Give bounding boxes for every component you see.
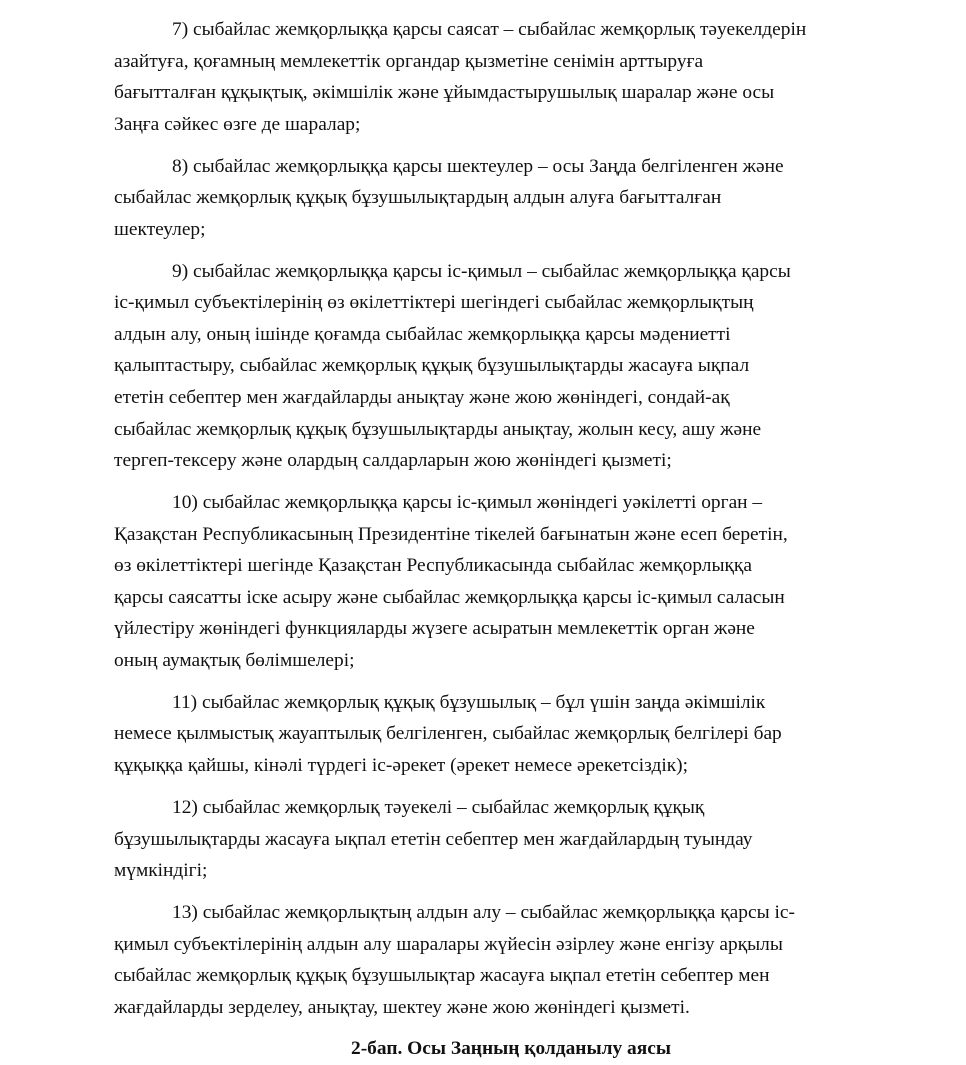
- text-line: іс-қимыл субъектілерінің өз өкілеттіктері шегіндегі сыбайлас жемқорлықтың: [114, 292, 754, 314]
- text-line: жағдайларды зерделеу, анықтау, шектеу және жою жөніндегі қызметі.: [114, 996, 690, 1018]
- text-line: өз өкілеттіктері шегінде Қазақстан Республикасында сыбайлас жемқорлыққа: [114, 555, 752, 577]
- text-line: сыбайлас жемқорлық құқық бұзушылықтар жасауға ықпал ететін себептер мен: [114, 965, 770, 987]
- definition-item-11: [114, 687, 878, 782]
- document-page: [114, 14, 878, 1065]
- text-line: немесе қылмыстық жауаптылық белгіленген, сыбайлас жемқорлық белгілері бар: [114, 723, 782, 745]
- text-line: қарсы саясатты іске асыру және сыбайлас жемқорлыққа қарсы іс-қимыл саласын: [114, 586, 785, 608]
- text-line: 11) сыбайлас жемқорлық құқық бұзушылық – бұл үшін заңда әкімшілік: [172, 691, 766, 713]
- chapter-heading: 2-бап. Осы Заңның қолданылу аясы: [351, 1038, 671, 1060]
- text-line: бұзушылықтарды жасауға ықпал ететін себептер мен жағдайлардың туындау: [114, 828, 753, 850]
- text-line: құқыққа қайшы, кінәлі түрдегі іс-әрекет (әрекет немесе әрекетсіздік);: [114, 755, 688, 777]
- text-line: мүмкіндігі;: [114, 860, 208, 882]
- definition-item-7: [114, 14, 878, 140]
- text-line: сыбайлас жемқорлық құқық бұзушылықтарды анықтау, жолын кесу, ашу және: [114, 418, 762, 440]
- text-line: ететін себептер мен жағдайларды анықтау және жою жөніндегі, сондай-ақ: [114, 387, 730, 409]
- text-line: алдын алу, оның ішінде қоғамда сыбайлас жемқорлыққа қарсы мәдениетті: [114, 323, 731, 345]
- definition-item-9: [114, 256, 878, 477]
- text-line: сыбайлас жемқорлық құқық бұзушылықтардың алдын алуға бағытталған: [114, 187, 722, 209]
- text-line: 7) сыбайлас жемқорлыққа қарсы саясат – сыбайлас жемқорлық тәуекелдерін: [172, 19, 807, 40]
- text-line: 12) сыбайлас жемқорлық тәуекелі – сыбайлас жемқорлық құқық: [172, 797, 705, 819]
- text-line: 13) сыбайлас жемқорлықтың алдын алу – сыбайлас жемқорлыққа қарсы іс-: [172, 902, 795, 924]
- text-line: 10) сыбайлас жемқорлыққа қарсы іс-қимыл жөніндегі уәкілетті орган –: [172, 492, 763, 514]
- definition-item-10: [114, 487, 878, 676]
- definition-item-13: [114, 897, 878, 1023]
- text-line: Заңға сәйкес өзге де шаралар;: [114, 113, 361, 135]
- text-line: қалыптастыру, сыбайлас жемқорлық құқық бұзушылықтарды жасауға ықпал: [114, 355, 750, 377]
- text-line: Қазақстан Республикасының Президентіне тікелей бағынатын және есеп беретін,: [114, 523, 788, 545]
- definition-item-8: [114, 151, 878, 246]
- text-line: бағытталған құқықтық, әкімшілік және ұйымдастырушылық шаралар және осы: [114, 82, 775, 104]
- text-line: оның аумақтық бөлімшелері;: [114, 649, 355, 671]
- text-line: тергеп-тексеру және олардың салдарларын жою жөніндегі қызметі;: [114, 450, 672, 472]
- definition-item-12: [114, 792, 878, 887]
- text-line: 9) сыбайлас жемқорлыққа қарсы іс-қимыл – сыбайлас жемқорлыққа қарсы: [172, 260, 791, 282]
- text-line: 8) сыбайлас жемқорлыққа қарсы шектеулер – осы Заңда белгіленген және: [172, 155, 784, 177]
- text-line: азайтуға, қоғамның мемлекеттік органдар қызметіне сенімін арттыруға: [114, 50, 704, 72]
- text-line: шектеулер;: [114, 218, 206, 240]
- text-line: үйлестіру жөніндегі функцияларды жүзеге асыратын мемлекеттік орган және: [114, 618, 755, 640]
- text-line: қимыл субъектілерінің алдын алу шаралары жүйесін әзірлеу және енгізу арқылы: [114, 933, 783, 955]
